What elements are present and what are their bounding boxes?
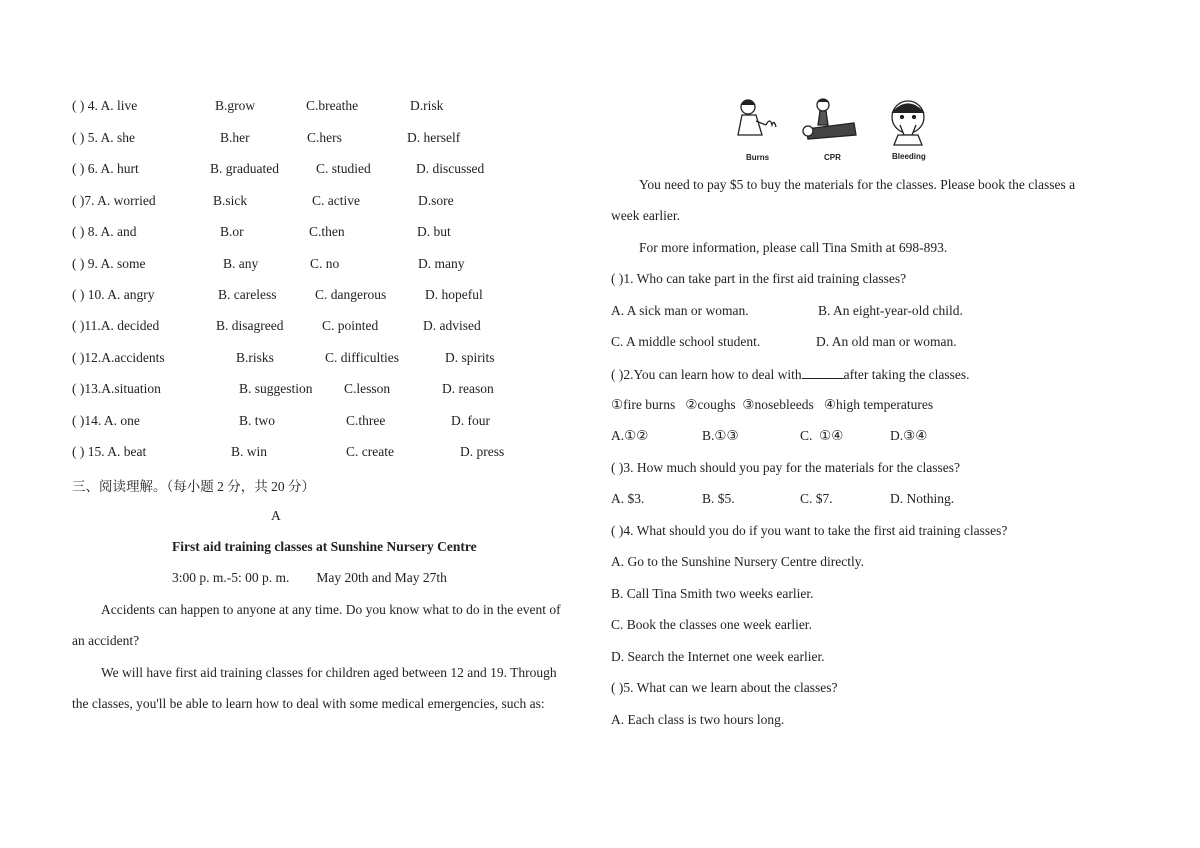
- q3-option-b: B. $5.: [702, 491, 735, 506]
- option-c: C. pointed: [322, 318, 379, 333]
- option-c: C.hers: [307, 130, 342, 145]
- option-b: B.grow: [215, 98, 256, 113]
- q2-option-b: B.①③: [702, 428, 739, 443]
- option-d: D. four: [451, 413, 490, 428]
- cloze-row: [0, 287, 600, 307]
- cloze-row: [0, 193, 600, 213]
- option-b: B.risks: [236, 350, 274, 365]
- q3-option-d: D. Nothing.: [890, 491, 955, 506]
- burns-label: Burns: [746, 153, 770, 162]
- q2-option-a: A.①②: [611, 428, 649, 443]
- paragraph-line: Accidents can happen to anyone at any time. Do you know what to do in the event of: [101, 602, 561, 617]
- q1-option-c: C. A middle school student.: [611, 334, 761, 349]
- cloze-row: [0, 318, 600, 338]
- q3-option-c: C. $7.: [800, 491, 833, 506]
- q1-option-d: D. An old man or woman.: [816, 334, 957, 349]
- cloze-question: ( ) 6. A. hurt: [72, 161, 139, 176]
- cloze-question: ( ) 8. A. and: [72, 224, 137, 239]
- q2-items: ①fire burns ②coughs ③nosebleeds ④high temperatures: [611, 397, 934, 412]
- cloze-row: [0, 98, 600, 118]
- option-b: B.sick: [213, 193, 248, 208]
- option-b: B.her: [220, 130, 250, 145]
- passage-label: A: [271, 508, 281, 523]
- q2-option-d: D.③④: [890, 428, 928, 443]
- q2-text-start: ( )2.You can learn how to deal with: [611, 367, 802, 382]
- option-b: B.or: [220, 224, 244, 239]
- q2-blank: [802, 366, 844, 379]
- option-d: D. hopeful: [425, 287, 483, 302]
- option-c: C. active: [312, 193, 360, 208]
- q1-option-a: A. A sick man or woman.: [611, 303, 749, 318]
- cloze-question: ( )14. A. one: [72, 413, 140, 428]
- cloze-row: [0, 130, 600, 150]
- bleeding-figure: [892, 101, 924, 145]
- cloze-question: ( ) 10. A. angry: [72, 287, 155, 302]
- option-b: B. suggestion: [239, 381, 313, 396]
- cloze-question: ( ) 5. A. she: [72, 130, 135, 145]
- option-d: D. advised: [423, 318, 481, 333]
- q4-option-c: C. Book the classes one week earlier.: [611, 617, 812, 632]
- cloze-question: ( )12.A.accidents: [72, 350, 165, 365]
- cloze-question: ( ) 9. A. some: [72, 256, 146, 271]
- cloze-question: ( )13.A.situation: [72, 381, 161, 396]
- question-5: ( )5. What can we learn about the classes?: [611, 680, 838, 695]
- q4-option-a: A. Go to the Sunshine Nursery Centre directly.: [611, 554, 864, 569]
- cloze-row: [0, 256, 600, 276]
- paragraph-line: the classes, you'll be able to learn how to deal with some medical emergencies, such as:: [72, 696, 545, 711]
- option-d: D. many: [418, 256, 465, 271]
- section-heading: 三、阅读理解。（每小题 2 分，共 20 分）: [72, 479, 315, 494]
- paragraph-line: an accident?: [72, 633, 140, 648]
- option-d: D. but: [417, 224, 451, 239]
- option-d: D. herself: [407, 130, 461, 145]
- option-d: D. press: [460, 444, 505, 459]
- question-3: ( )3. How much should you pay for the materials for the classes?: [611, 460, 961, 475]
- option-c: C. create: [346, 444, 394, 459]
- cloze-row: [0, 350, 600, 370]
- cloze-question: ( )7. A. worried: [72, 193, 156, 208]
- option-b: B. any: [223, 256, 259, 271]
- option-c: C. studied: [316, 161, 371, 176]
- q2-text-end: after taking the classes.: [843, 367, 970, 382]
- option-d: D. reason: [442, 381, 494, 396]
- option-b: B. graduated: [210, 161, 279, 176]
- option-c: C. difficulties: [325, 350, 399, 365]
- cloze-row: [0, 413, 600, 433]
- passage-title: First aid training classes at Sunshine Nursery Centre: [172, 539, 477, 554]
- question-1: ( )1. Who can take part in the first aid training classes?: [611, 271, 907, 286]
- cloze-row: [0, 224, 600, 244]
- paragraph-line: You need to pay $5 to buy the materials for the classes. Please book the classes a: [639, 177, 1076, 192]
- option-c: C.breathe: [306, 98, 359, 113]
- cpr-figure: [803, 99, 856, 139]
- option-d: D.sore: [418, 193, 454, 208]
- q2-option-c: C. ①④: [800, 428, 844, 443]
- option-c: C.lesson: [344, 381, 391, 396]
- q1-option-b: B. An eight-year-old child.: [818, 303, 963, 318]
- cloze-row: [0, 444, 600, 464]
- option-d: D. discussed: [416, 161, 485, 176]
- cloze-question: ( ) 4. A. live: [72, 98, 138, 113]
- cloze-row: [0, 161, 600, 181]
- cloze-question: ( ) 15. A. beat: [72, 444, 147, 459]
- option-b: B. careless: [218, 287, 277, 302]
- first-aid-pictures: [728, 95, 938, 165]
- option-b: B. win: [231, 444, 268, 459]
- paragraph-line: week earlier.: [611, 208, 680, 223]
- cpr-label: CPR: [824, 153, 841, 162]
- option-c: C. no: [310, 256, 340, 271]
- option-b: B. two: [239, 413, 276, 428]
- question-4: ( )4. What should you do if you want to take the first aid training classes?: [611, 523, 1008, 538]
- q5-option-a: A. Each class is two hours long.: [611, 712, 785, 727]
- question-2: [611, 366, 970, 383]
- first-aid-illustration: [728, 95, 938, 155]
- cloze-question: ( )11.A. decided: [72, 318, 160, 333]
- passage-time: 3:00 p. m.-5: 00 p. m. May 20th and May 27th: [172, 570, 447, 585]
- option-d: D. spirits: [445, 350, 495, 365]
- paragraph-line: For more information, please call Tina Smith at 698-893.: [639, 240, 948, 255]
- q4-option-b: B. Call Tina Smith two weeks earlier.: [611, 586, 814, 601]
- option-c: C. dangerous: [315, 287, 387, 302]
- burns-figure: [738, 100, 776, 135]
- cloze-row: [0, 381, 600, 401]
- option-c: C.three: [346, 413, 386, 428]
- option-c: C.then: [309, 224, 345, 239]
- bleeding-label: Bleeding: [892, 152, 926, 161]
- option-d: D.risk: [410, 98, 444, 113]
- q3-option-a: A. $3.: [611, 491, 645, 506]
- paragraph-line: We will have first aid training classes for children aged between 12 and 19. Through: [101, 665, 557, 680]
- q4-option-d: D. Search the Internet one week earlier.: [611, 649, 825, 664]
- option-b: B. disagreed: [216, 318, 284, 333]
